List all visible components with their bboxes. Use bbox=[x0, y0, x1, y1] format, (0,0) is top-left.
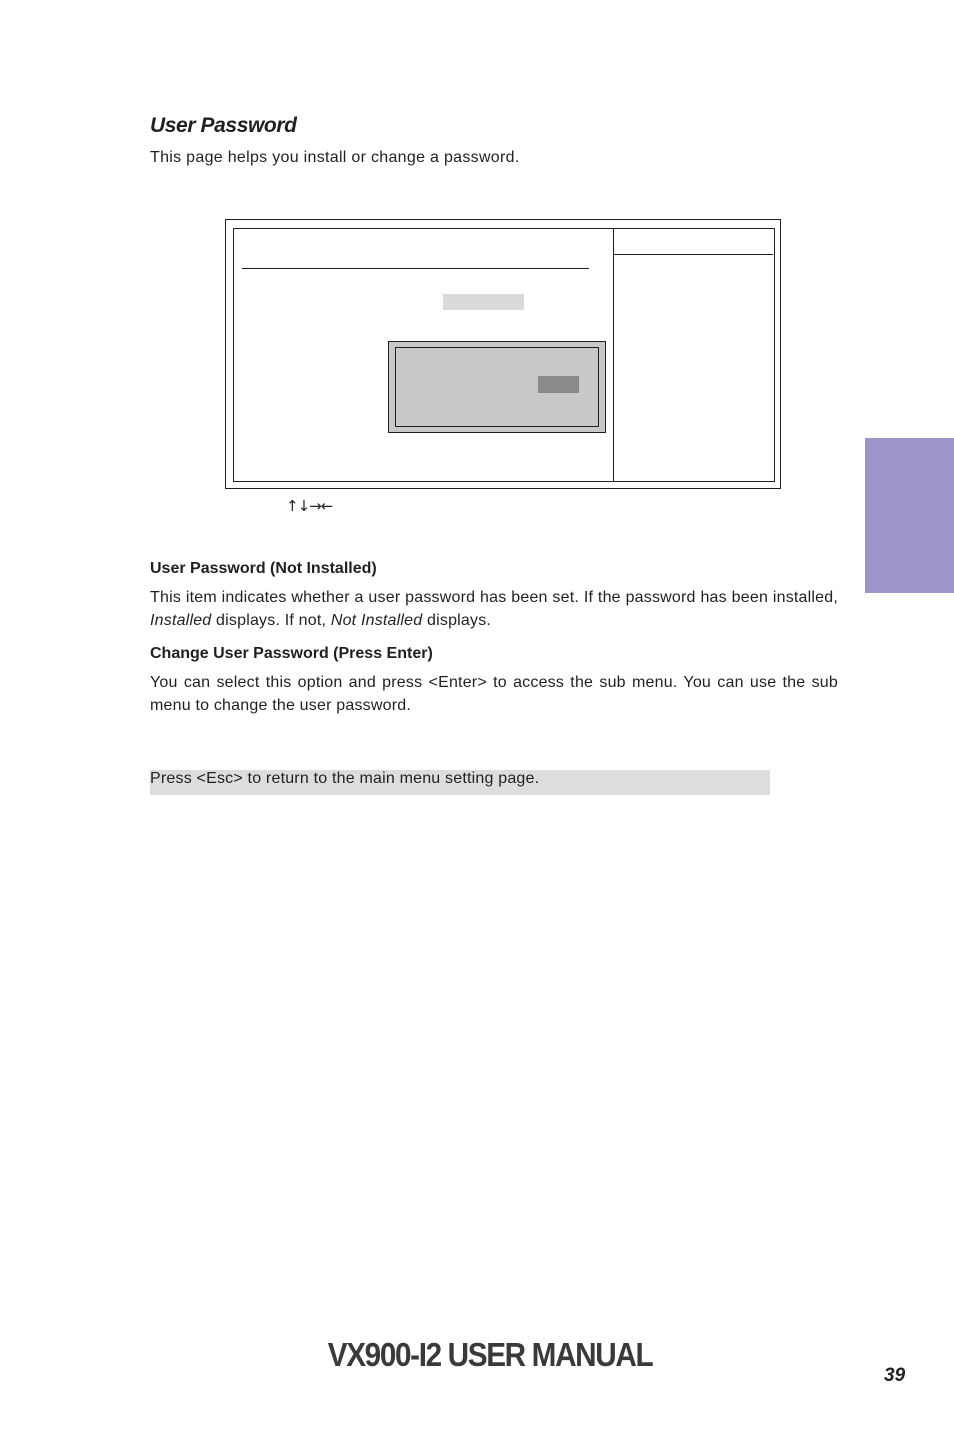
item-description-change-user-password: You can select this option and press <Enter> to access the sub menu. You can use the sub menu to change the user password. bbox=[150, 674, 838, 714]
desc-text: displays. If not, bbox=[211, 612, 331, 629]
bios-help-header-rule bbox=[614, 254, 773, 255]
desc-text: This item indicates whether a user password has been set. If the password has been installed, bbox=[150, 589, 838, 606]
bios-menu-title-rule bbox=[242, 268, 589, 269]
manual-title: VX900-I2 USER MANUAL bbox=[327, 1336, 653, 1373]
bios-help-divider bbox=[613, 228, 614, 481]
section-intro: This page helps you install or change a password. bbox=[150, 149, 520, 166]
chapter-side-tab bbox=[865, 438, 954, 593]
bios-selected-item-highlight bbox=[443, 294, 524, 310]
item-description-user-password bbox=[150, 586, 838, 632]
note-bar: Press <Esc> to return to the main menu setting page. bbox=[150, 770, 770, 795]
desc-emphasis-not-installed: Not Installed bbox=[330, 612, 423, 629]
section-title: User Password bbox=[150, 114, 297, 137]
page-number: 39 bbox=[884, 1365, 906, 1386]
navigation-arrows-icon: ↑↓→← bbox=[286, 497, 333, 515]
desc-text: displays. bbox=[422, 612, 492, 629]
item-heading-user-password: User Password (Not Installed) bbox=[150, 560, 377, 577]
item-heading-change-user-password: Change User Password (Press Enter) bbox=[150, 645, 433, 662]
bios-password-field bbox=[538, 376, 579, 393]
desc-emphasis-installed: Installed bbox=[150, 612, 212, 629]
